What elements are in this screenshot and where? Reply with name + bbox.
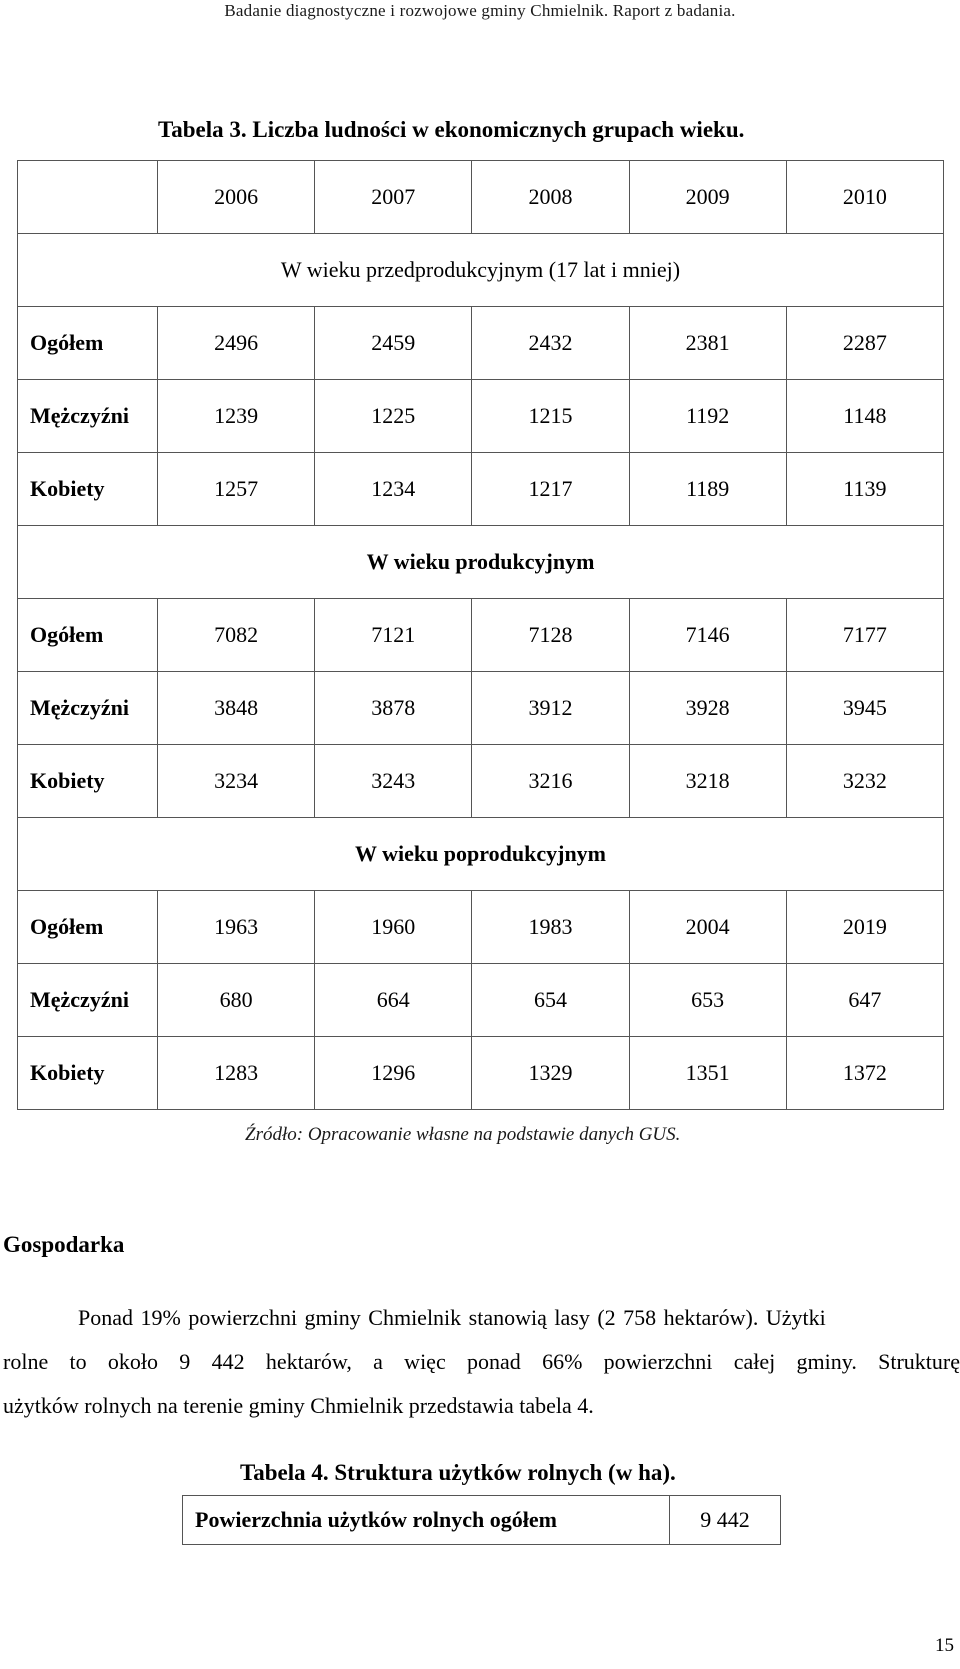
year-header: 2006 bbox=[158, 161, 315, 234]
value-cell: 680 bbox=[158, 964, 315, 1037]
value-cell: 7128 bbox=[472, 599, 629, 672]
value-cell: 647 bbox=[786, 964, 943, 1037]
value-cell: 1234 bbox=[315, 453, 472, 526]
table-row bbox=[18, 672, 944, 745]
value-cell: 1283 bbox=[158, 1037, 315, 1110]
table-row bbox=[18, 453, 944, 526]
section-title-postproductive: W wieku poprodukcyjnym bbox=[18, 818, 944, 891]
value-cell: 1963 bbox=[158, 891, 315, 964]
row-label: Powierzchnia użytków rolnych ogółem bbox=[183, 1496, 670, 1545]
value-cell: 2004 bbox=[629, 891, 786, 964]
value-cell: 2287 bbox=[786, 307, 943, 380]
value-cell: 653 bbox=[629, 964, 786, 1037]
value-cell: 1239 bbox=[158, 380, 315, 453]
population-table bbox=[17, 160, 944, 1110]
table-3-caption: Tabela 3. Liczba ludności w ekonomicznych grupach wieku. bbox=[158, 117, 745, 142]
section-row bbox=[18, 234, 944, 307]
section-title-preproductive: W wieku przedprodukcyjnym (17 lat i mniej) bbox=[18, 234, 944, 307]
table-4-caption: Tabela 4. Struktura użytków rolnych (w ha). bbox=[240, 1460, 676, 1485]
section-row bbox=[18, 526, 944, 599]
value-cell: 2432 bbox=[472, 307, 629, 380]
row-label: Ogółem bbox=[18, 307, 158, 380]
value-cell: 1351 bbox=[629, 1037, 786, 1110]
paragraph-line: Ponad 19% powierzchni gminy Chmielnik stanowią lasy (2 758 hektarów). Użytki bbox=[78, 1305, 826, 1330]
value-cell: 1217 bbox=[472, 453, 629, 526]
table-row bbox=[18, 891, 944, 964]
value-cell: 7121 bbox=[315, 599, 472, 672]
section-heading: Gospodarka bbox=[3, 1232, 125, 1257]
table-row bbox=[18, 1037, 944, 1110]
table-row bbox=[18, 964, 944, 1037]
year-header: 2009 bbox=[629, 161, 786, 234]
value-cell: 3234 bbox=[158, 745, 315, 818]
paragraph-line: rolne to około 9 442 hektarów, a więc ponad 66% powierzchni całej gminy. Strukturę bbox=[3, 1349, 960, 1374]
value-cell: 7177 bbox=[786, 599, 943, 672]
value-cell: 1225 bbox=[315, 380, 472, 453]
table-row bbox=[18, 599, 944, 672]
table-row bbox=[18, 380, 944, 453]
value-cell: 3232 bbox=[786, 745, 943, 818]
value-cell: 2381 bbox=[629, 307, 786, 380]
value-cell: 1983 bbox=[472, 891, 629, 964]
value-cell: 1372 bbox=[786, 1037, 943, 1110]
value-cell: 1189 bbox=[629, 453, 786, 526]
row-label: Kobiety bbox=[18, 1037, 158, 1110]
value-cell: 1960 bbox=[315, 891, 472, 964]
value-cell: 1257 bbox=[158, 453, 315, 526]
value-cell: 3243 bbox=[315, 745, 472, 818]
value-cell: 3878 bbox=[315, 672, 472, 745]
value-cell: 654 bbox=[472, 964, 629, 1037]
value-cell: 1215 bbox=[472, 380, 629, 453]
agricultural-land-table bbox=[182, 1495, 781, 1545]
value-cell: 664 bbox=[315, 964, 472, 1037]
value-cell: 7146 bbox=[629, 599, 786, 672]
row-label: Mężczyźni bbox=[18, 964, 158, 1037]
corner-cell bbox=[18, 161, 158, 234]
value-cell: 2459 bbox=[315, 307, 472, 380]
value-cell: 1296 bbox=[315, 1037, 472, 1110]
value-cell: 3216 bbox=[472, 745, 629, 818]
row-label: Kobiety bbox=[18, 745, 158, 818]
row-label: Ogółem bbox=[18, 599, 158, 672]
table-row bbox=[183, 1496, 781, 1545]
table-row bbox=[18, 745, 944, 818]
page-number: 15 bbox=[935, 1635, 954, 1656]
value-cell: 2019 bbox=[786, 891, 943, 964]
table-source-note: Źródło: Opracowanie własne na podstawie danych GUS. bbox=[245, 1124, 681, 1145]
value-cell: 1139 bbox=[786, 453, 943, 526]
running-header: Badanie diagnostyczne i rozwojowe gminy Chmielnik. Raport z badania. bbox=[224, 1, 736, 20]
section-title-productive: W wieku produkcyjnym bbox=[18, 526, 944, 599]
paragraph-line: użytków rolnych na terenie gminy Chmielnik przedstawia tabela 4. bbox=[3, 1393, 594, 1418]
table-row bbox=[18, 307, 944, 380]
year-header: 2008 bbox=[472, 161, 629, 234]
value-cell: 7082 bbox=[158, 599, 315, 672]
year-header: 2010 bbox=[786, 161, 943, 234]
row-label: Ogółem bbox=[18, 891, 158, 964]
section-row bbox=[18, 818, 944, 891]
value-cell: 9 442 bbox=[670, 1496, 781, 1545]
row-label: Mężczyźni bbox=[18, 380, 158, 453]
value-cell: 3945 bbox=[786, 672, 943, 745]
years-header-row bbox=[18, 161, 944, 234]
value-cell: 2496 bbox=[158, 307, 315, 380]
value-cell: 1148 bbox=[786, 380, 943, 453]
value-cell: 3218 bbox=[629, 745, 786, 818]
value-cell: 3912 bbox=[472, 672, 629, 745]
year-header: 2007 bbox=[315, 161, 472, 234]
row-label: Kobiety bbox=[18, 453, 158, 526]
value-cell: 3928 bbox=[629, 672, 786, 745]
row-label: Mężczyźni bbox=[18, 672, 158, 745]
value-cell: 1329 bbox=[472, 1037, 629, 1110]
value-cell: 3848 bbox=[158, 672, 315, 745]
value-cell: 1192 bbox=[629, 380, 786, 453]
